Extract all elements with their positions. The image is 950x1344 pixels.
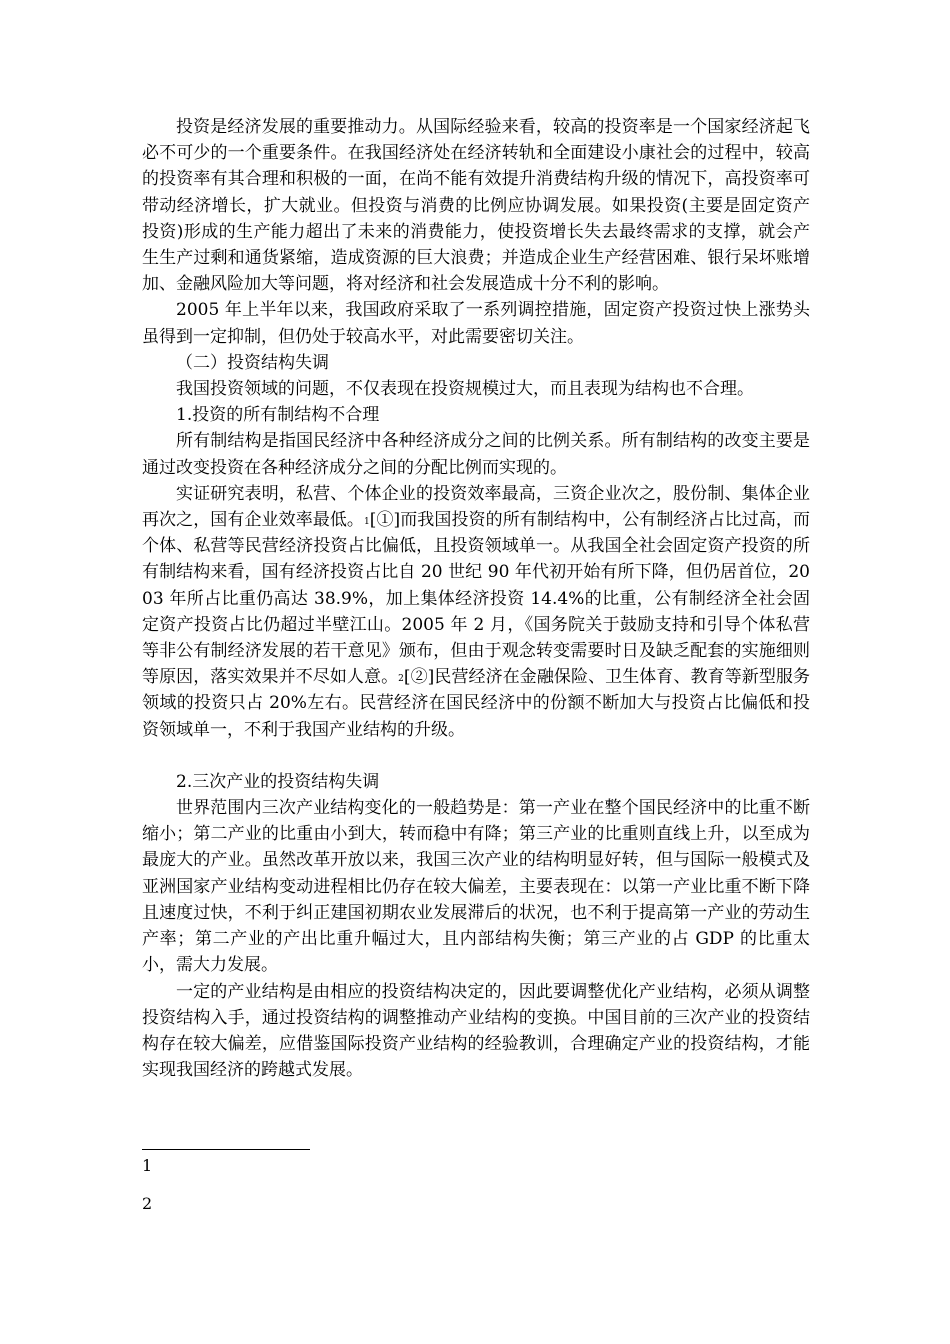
paragraph-investment-driver: 投资是经济发展的重要推动力。从国际经验来看，较高的投资率是一个国家经济起飞必不可少的一个重要条件。在我国经济处在经济转轨和全面建设小康社会的过程中，较高的投资率有其合理和积极的一面，在尚不能有效提升消费结构升级的情况下，高投资率可带动经济增长，扩大就业。但投资与消费的比例应协调发展。如果投资(主要是固定资产投资)形成的生产能力超出了未来的消费能力，使投资增长失去最终需求的支撑，就会产生生产过剩和通货紧缩，造成资源的巨大浪费；并造成企业生产经营困难、银行呆坏账增加、金融风险加大等问题，将对经济和社会发展造成十分不利的影响。	[142, 117, 810, 295]
paragraph-2005-control: 2005 年上半年以来，我国政府采取了一系列调控措施，固定资产投资过快上涨势头虽得到一定抑制，但仍处于较高水平，对此需要密切关注。	[142, 300, 810, 347]
paragraph-empirical-research	[142, 481, 810, 743]
paragraph-structure-problem: 我国投资领域的问题，不仅表现在投资规模过大，而且表现为结构也不合理。	[176, 379, 754, 400]
footnote-1: 1	[142, 1156, 153, 1175]
subheading-ownership-structure: 1.投资的所有制结构不合理	[176, 405, 380, 426]
text-segment: [①]而我国投资的所有制结构中，公有制经济占比过高，而个体、私营等民营经济投资占比偏低，且投资领域单一。从我国全社会固定资产投资的所有制结构来看，国有经济投资占比自 20 世纪 90 年代初开始有所下降，但仍居首位，2003 年所占比重仍高达 38.9%，加上集体经济投资 14.4%的比重，公有制经济全社会固定资产投资占比仍超过半壁江山。2005 年 2 月，《国务院关于鼓励支持和引导个体私营等非公有制经济发展的若干意见》颁布，但由于观念转变需要时日及缺乏配套的实施细则等原因，落实效果并不尽如人意。	[142, 510, 810, 688]
document-body	[142, 114, 810, 1083]
paragraph-industry-investment: 一定的产业结构是由相应的投资结构决定的，因此要调整优化产业结构，必须从调整投资结构入手，通过投资结构的调整推动产业结构的变换。中国目前的三次产业的投资结构存在较大偏差，应借鉴国际投资产业结构的经验教训，合理确定产业的投资结构，才能实现我国经济的跨越式发展。	[142, 981, 810, 1081]
footnote-2: 2	[142, 1194, 153, 1213]
footnote-ref-2[interactable]: 2	[398, 674, 404, 685]
paragraph-world-trend: 世界范围内三次产业结构变化的一般趋势是：第一产业在整个国民经济中的比重不断缩小；第二产业的比重由小到大，转而稳中有降；第三产业的比重则直线上升，以至成为最庞大的产业。虽然改革开放以来，我国三次产业的结构明显好转，但与国际一般模式及亚洲国家产业结构变动进程相比仍存在较大偏差，主要表现在：以第一产业比重不断下降且速度过快，不利于纠正建国初期农业发展滞后的状况，也不利于提高第一产业的劳动生产率；第二产业的产出比重升幅过大，且内部结构失衡；第三产业的占 GDP 的比重太小，需大力发展。	[142, 798, 810, 976]
paragraph-ownership-definition: 所有制结构是指国民经济中各种经济成分之间的比例关系。所有制结构的改变主要是通过改变投资在各种经济成分之间的分配比例而实现的。	[142, 431, 810, 478]
text-segment: 实证研究表明，私营、个体企业的投资效率最高，三资企业次之，股份制、集体企业再次之，国有企业效率最低。	[142, 483, 810, 531]
section-heading-structure-imbalance: （二）投资结构失调	[176, 352, 329, 373]
text-segment: [②]民营经济在金融保险、卫生体育、教育等新型服务领域的投资只占 20%左右。民营经济在国民经济中的份额不断加大与投资占比偏低和投资领域单一，不利于我国产业结构的升级。	[142, 667, 811, 740]
subheading-three-industries: 2.三次产业的投资结构失调	[176, 771, 380, 792]
footnote-ref-1[interactable]: 1	[364, 517, 370, 528]
footnote-separator	[142, 1149, 310, 1150]
